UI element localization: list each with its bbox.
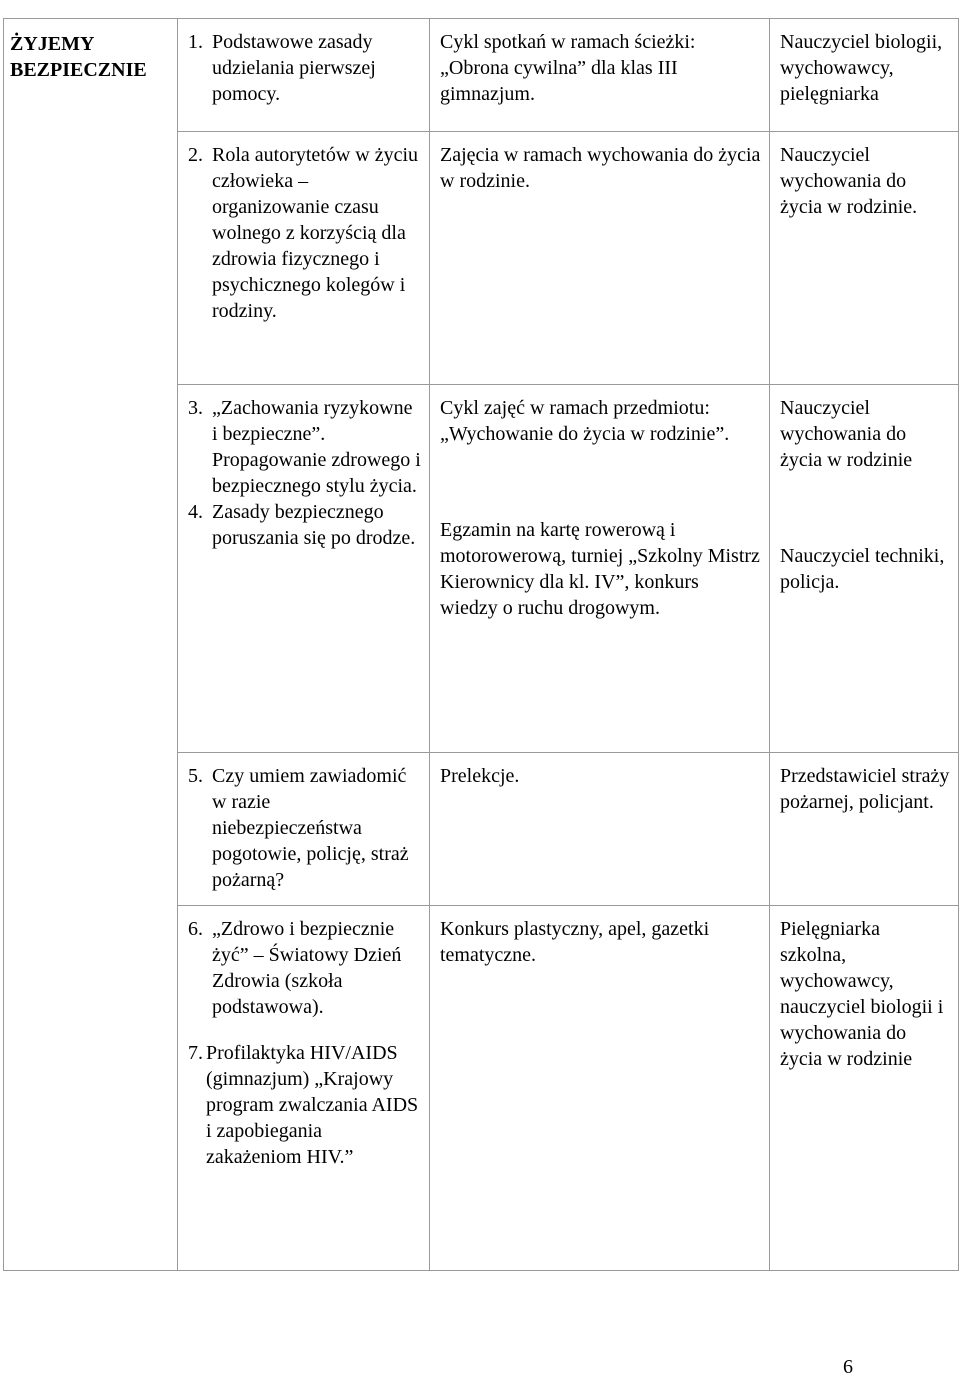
form-text: Cykl spotkań w ramach ścieżki: „Obrona cywilna” dla klas III gimnazjum. [440, 31, 696, 105]
responsible-cell [770, 132, 959, 385]
responsible-cell [770, 19, 959, 132]
topic-cell [178, 753, 430, 906]
responsible-cell [770, 753, 959, 906]
topic-cell [178, 19, 430, 132]
topic-item: 5. Czy umiem zawiadomić w razie niebezpieczeństwa pogotowie, policję, straż pożarną? [188, 765, 409, 891]
topic-item: 4. Zasady bezpiecznego poruszania się po drodze. [188, 501, 416, 549]
form-cell [430, 19, 770, 132]
topic-item: 1. Podstawowe zasady udzielania pierwszej pomocy. [188, 31, 376, 105]
topic-item: 6. „Zdrowo i bezpiecznie żyć” – Światowy Dzień Zdrowia (szkoła podstawowa). [188, 918, 402, 1018]
form-text: Zajęcia w ramach wychowania do życia w rodzinie. [440, 144, 761, 192]
topic-cell [178, 132, 430, 385]
responsible-cell [770, 385, 959, 753]
page-number: 6 [843, 1356, 853, 1378]
responsible-text: Pielęgniarka szkolna, wychowawcy, nauczyciel biologii i wychowania do życia w rodzinie [780, 918, 944, 1070]
responsible-text: Nauczyciel techniki, policja. [780, 545, 945, 593]
form-cell [430, 753, 770, 906]
module-cell [4, 19, 178, 1271]
table-row [4, 19, 959, 132]
form-text: Cykl zajęć w ramach przedmiotu: „Wychowanie do życia w rodzinie”. [440, 397, 730, 445]
responsible-cell [770, 906, 959, 1271]
form-text: Prelekcje. [440, 765, 520, 787]
topic-cell [178, 906, 430, 1271]
responsible-text: Przedstawiciel straży pożarnej, policjant. [780, 765, 950, 813]
form-text: Konkurs plastyczny, apel, gazetki tematyczne. [440, 918, 710, 966]
form-cell [430, 906, 770, 1271]
topic-item: 2. Rola autorytetów w życiu człowieka – organizowanie czasu wolnego z korzyścią dla zdrowia fizycznego i psychicznego kolegów i rodziny. [188, 144, 419, 322]
topic-item: 7. Profilaktyka HIV/AIDS (gimnazjum) „Krajowy program zwalczania AIDS i zapobiegania zakażeniom HIV.” [188, 1042, 419, 1168]
form-cell [430, 132, 770, 385]
topic-cell [178, 385, 430, 753]
responsible-text: Nauczyciel biologii, wychowawcy, pielęgniarka [780, 31, 943, 105]
form-cell [430, 385, 770, 753]
topic-item: 3. „Zachowania ryzykowne i bezpieczne”. Propagowanie zdrowego i bezpiecznego stylu życia. [188, 397, 421, 497]
responsible-text: Nauczyciel wychowania do życia w rodzinie [780, 397, 913, 471]
responsible-text: Nauczyciel wychowania do życia w rodzinie. [780, 144, 918, 218]
module-title: ŻYJEMY BEZPIECZNIE [10, 33, 147, 81]
form-text: Egzamin na kartę rowerową i motorowerową, turniej „Szkolny Mistrz Kierownicy dla kl. IV”, konkurs wiedzy o ruchu drogowym. [440, 519, 760, 619]
program-table [3, 18, 959, 1271]
